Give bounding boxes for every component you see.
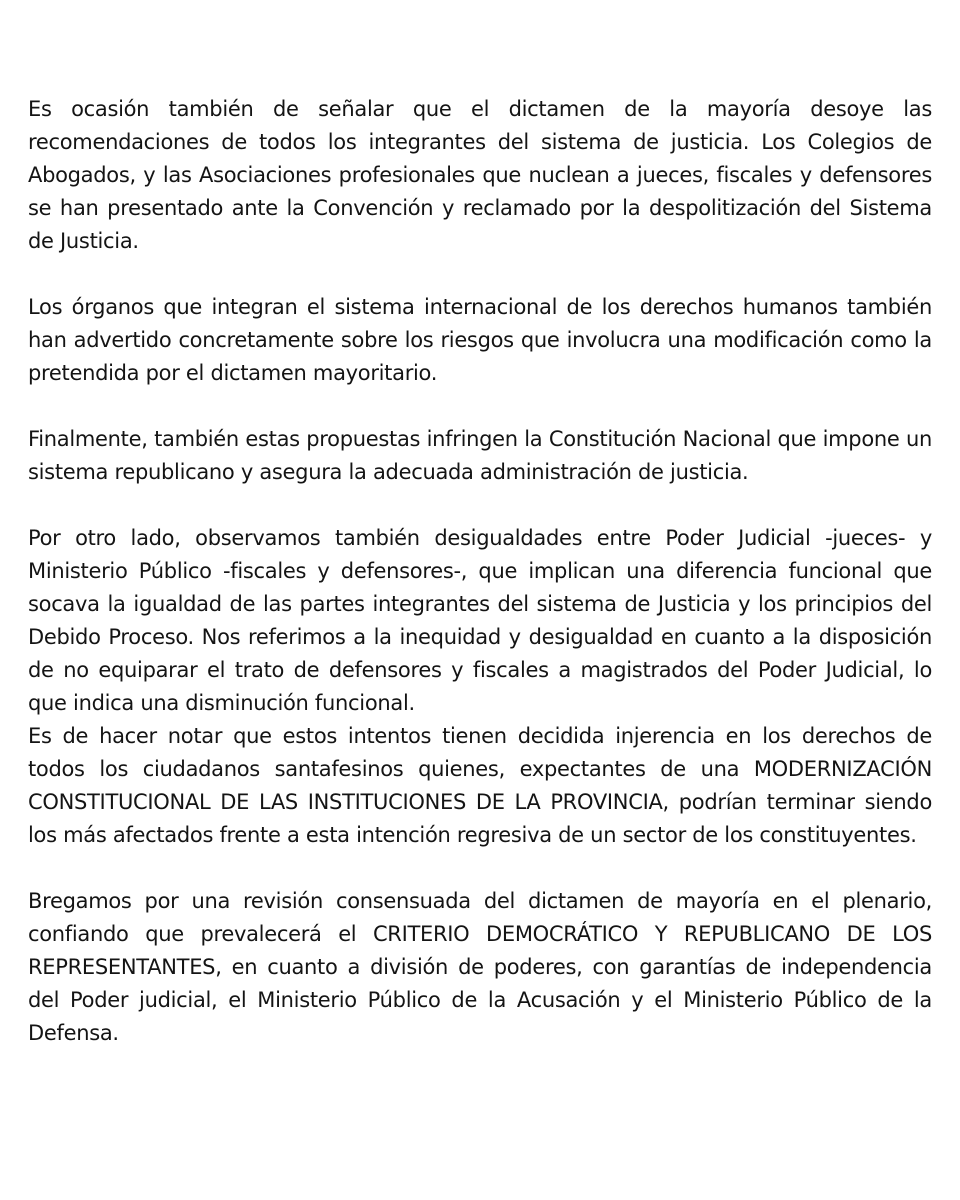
paragraph-revision-consensuada: Bregamos por una revisión consensuada del dictamen de mayoría en el plenario, confiando que prevalecerá el CRITERIO DEMOCRÁTICO Y REPUBLICANO DE LOS REPRESENTANTES, en cuanto a división de poderes, con garantías de independencia del Poder judicial, el Ministerio Público de la Acusación y el Ministerio Público de la Defensa. bbox=[28, 889, 932, 1045]
paragraph-spacer bbox=[28, 258, 932, 291]
paragraph-spacer bbox=[28, 489, 932, 522]
paragraph-injerencia-derechos: Es de hacer notar que estos intentos tienen decidida injerencia en los derechos de todos los ciudadanos santafesinos quienes, expectantes de una MODERNIZACIÓN CONSTITUCIONAL DE LAS INSTITUCIONES DE LA PROVINCIA, podrían terminar siendo los más afectados frente a esta intención regresiva de un sector de los constituyentes. bbox=[28, 724, 932, 847]
document-body bbox=[28, 93, 932, 1050]
paragraph-desigualdades: Por otro lado, observamos también desigualdades entre Poder Judicial -jueces- y Ministerio Público -fiscales y defensores-, que implican una diferencia funcional que socava la igualdad de las partes integrantes del sistema de Justicia y los principios del Debido Proceso. Nos referimos a la inequidad y desigualdad en cuanto a la disposición de no equiparar el trato de defensores y fiscales a magistrados del Poder Judicial, lo que indica una disminución funcional. bbox=[28, 526, 932, 715]
paragraph-constitucion-nacional: Finalmente, también estas propuestas infringen la Constitución Nacional que impone un sistema republicano y asegura la adecuada administración de justicia. bbox=[28, 427, 932, 484]
paragraph-spacer bbox=[28, 390, 932, 423]
paragraph-colegios-recomendaciones: Es ocasión también de señalar que el dictamen de la mayoría desoye las recomendaciones de todos los integrantes del sistema de justicia. Los Colegios de Abogados, y las Asociaciones profesionales que nuclean a jueces, fiscales y defensores se han presentado ante la Convención y reclamado por la despolitización del Sistema de Justicia. bbox=[28, 97, 932, 253]
paragraph-spacer bbox=[28, 852, 932, 885]
paragraph-derechos-humanos: Los órganos que integran el sistema internacional de los derechos humanos también han advertido concretamente sobre los riesgos que involucra una modificación como la pretendida por el dictamen mayoritario. bbox=[28, 295, 932, 385]
